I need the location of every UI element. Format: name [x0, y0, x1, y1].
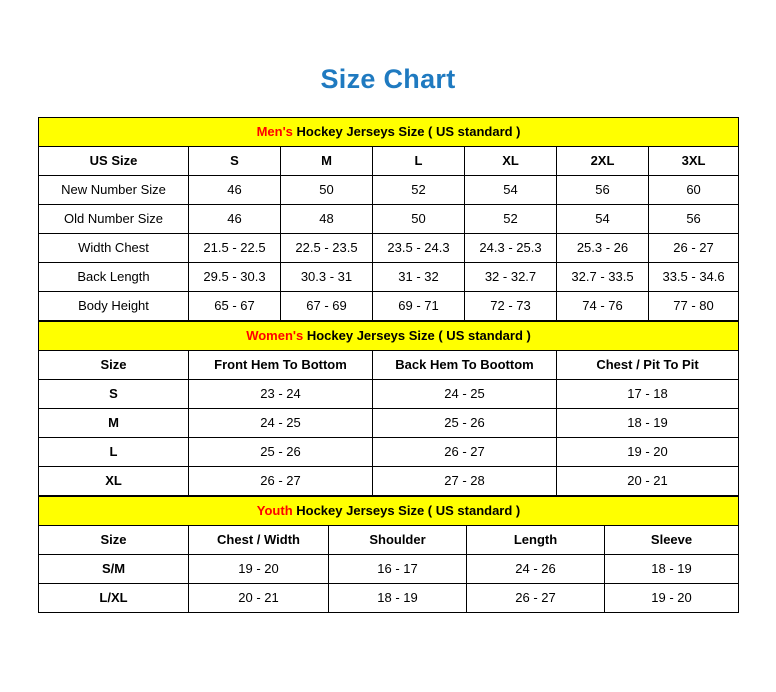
youth-col-header: Size [39, 526, 189, 555]
table-cell: 56 [649, 205, 739, 234]
table-cell: 29.5 - 30.3 [189, 263, 281, 292]
table-cell: 54 [465, 176, 557, 205]
table-cell: 60 [649, 176, 739, 205]
youth-band-highlight: Youth [256, 502, 293, 518]
womens-col-header: Size [39, 351, 189, 380]
mens-col-header: L [373, 147, 465, 176]
row-label: Body Height [39, 292, 189, 321]
table-cell: 25.3 - 26 [557, 234, 649, 263]
table-cell: 72 - 73 [465, 292, 557, 321]
table-cell: 24 - 25 [189, 409, 373, 438]
table-cell: 46 [189, 176, 281, 205]
table-cell: 26 - 27 [467, 584, 605, 613]
table-row [39, 263, 739, 292]
row-label: S/M [39, 555, 189, 584]
table-cell: 65 - 67 [189, 292, 281, 321]
table-cell: 77 - 80 [649, 292, 739, 321]
table-row [39, 584, 739, 613]
womens-band-label [39, 322, 739, 351]
row-label: Old Number Size [39, 205, 189, 234]
table-cell: 23 - 24 [189, 380, 373, 409]
table-row [39, 467, 739, 496]
row-label: S [39, 380, 189, 409]
mens-band-row [39, 118, 739, 147]
table-cell: 19 - 20 [557, 438, 739, 467]
mens-col-header: M [281, 147, 373, 176]
table-row [39, 176, 739, 205]
table-row [39, 234, 739, 263]
table-cell: 19 - 20 [189, 555, 329, 584]
table-cell: 17 - 18 [557, 380, 739, 409]
mens-col-header: XL [465, 147, 557, 176]
womens-col-header: Chest / Pit To Pit [557, 351, 739, 380]
table-cell: 25 - 26 [189, 438, 373, 467]
table-cell: 67 - 69 [281, 292, 373, 321]
mens-col-header: S [189, 147, 281, 176]
table-cell: 69 - 71 [373, 292, 465, 321]
table-cell: 52 [373, 176, 465, 205]
table-row [39, 292, 739, 321]
table-cell: 18 - 19 [557, 409, 739, 438]
womens-col-header: Back Hem To Boottom [373, 351, 557, 380]
table-cell: 18 - 19 [329, 584, 467, 613]
table-cell: 33.5 - 34.6 [649, 263, 739, 292]
youth-header-row [39, 526, 739, 555]
womens-band-row [39, 322, 739, 351]
row-label: Back Length [39, 263, 189, 292]
table-cell: 25 - 26 [373, 409, 557, 438]
table-cell: 50 [373, 205, 465, 234]
table-cell: 24 - 26 [467, 555, 605, 584]
table-cell: 21.5 - 22.5 [189, 234, 281, 263]
table-row [39, 438, 739, 467]
mens-size-table [38, 117, 739, 321]
table-cell: 19 - 20 [605, 584, 739, 613]
table-cell: 24 - 25 [373, 380, 557, 409]
youth-band-row [39, 497, 739, 526]
row-label: Width Chest [39, 234, 189, 263]
table-cell: 31 - 32 [373, 263, 465, 292]
table-cell: 48 [281, 205, 373, 234]
table-cell: 20 - 21 [189, 584, 329, 613]
womens-header-row [39, 351, 739, 380]
mens-col-header: 3XL [649, 147, 739, 176]
youth-size-table [38, 496, 739, 613]
table-row [39, 205, 739, 234]
row-label: New Number Size [39, 176, 189, 205]
row-label: M [39, 409, 189, 438]
row-label: L [39, 438, 189, 467]
table-cell: 32.7 - 33.5 [557, 263, 649, 292]
table-cell: 18 - 19 [605, 555, 739, 584]
table-row [39, 555, 739, 584]
mens-header-row [39, 147, 739, 176]
table-cell: 26 - 27 [649, 234, 739, 263]
womens-col-header: Front Hem To Bottom [189, 351, 373, 380]
table-cell: 46 [189, 205, 281, 234]
table-cell: 22.5 - 23.5 [281, 234, 373, 263]
mens-band-highlight: Men's [256, 123, 293, 139]
table-cell: 20 - 21 [557, 467, 739, 496]
table-cell: 26 - 27 [373, 438, 557, 467]
table-cell: 32 - 32.7 [465, 263, 557, 292]
table-cell: 26 - 27 [189, 467, 373, 496]
mens-col-header: 2XL [557, 147, 649, 176]
youth-band-rest: Hockey Jerseys Size ( US standard ) [292, 502, 521, 518]
youth-col-header: Length [467, 526, 605, 555]
mens-col-header: US Size [39, 147, 189, 176]
row-label: XL [39, 467, 189, 496]
youth-col-header: Chest / Width [189, 526, 329, 555]
mens-band-label [39, 118, 739, 147]
table-cell: 54 [557, 205, 649, 234]
mens-band-rest: Hockey Jerseys Size ( US standard ) [292, 123, 521, 139]
table-row [39, 380, 739, 409]
womens-band-highlight: Women's [246, 327, 304, 343]
table-cell: 23.5 - 24.3 [373, 234, 465, 263]
page-title: Size Chart [320, 64, 456, 94]
youth-col-header: Sleeve [605, 526, 739, 555]
womens-size-table [38, 321, 739, 496]
youth-band-label [39, 497, 739, 526]
table-cell: 16 - 17 [329, 555, 467, 584]
table-cell: 24.3 - 25.3 [465, 234, 557, 263]
table-cell: 52 [465, 205, 557, 234]
table-row [39, 409, 739, 438]
womens-band-rest: Hockey Jerseys Size ( US standard ) [303, 327, 531, 343]
youth-col-header: Shoulder [329, 526, 467, 555]
table-cell: 30.3 - 31 [281, 263, 373, 292]
table-cell: 74 - 76 [557, 292, 649, 321]
size-chart-container [38, 117, 738, 613]
table-cell: 50 [281, 176, 373, 205]
row-label: L/XL [39, 584, 189, 613]
table-cell: 27 - 28 [373, 467, 557, 496]
table-cell: 56 [557, 176, 649, 205]
